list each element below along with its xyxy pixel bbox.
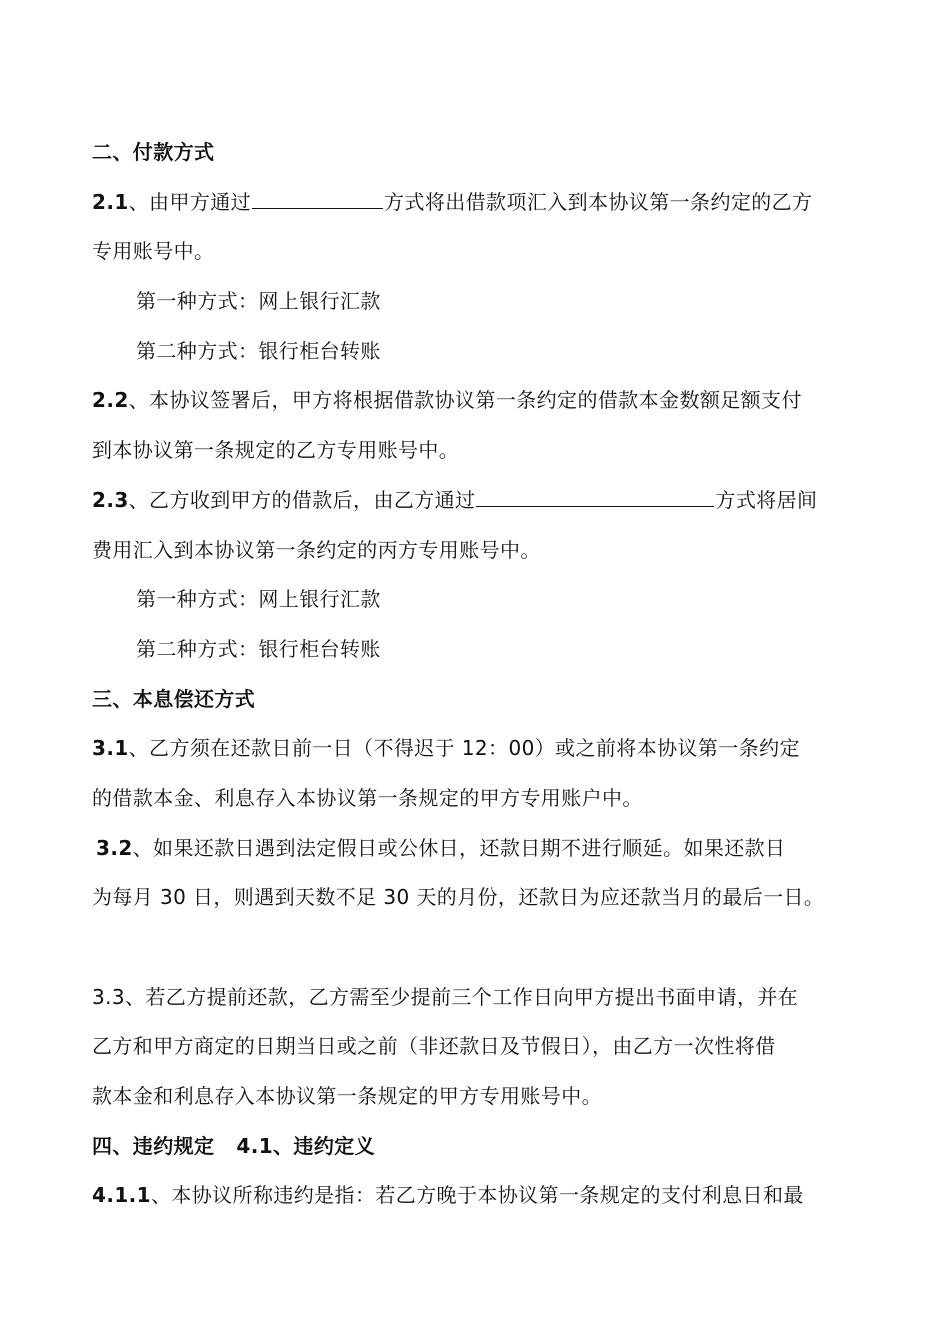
fill-in-blank (476, 488, 714, 507)
section-heading-4 (92, 1122, 872, 1172)
section-title: 四、违约规定 (92, 1133, 215, 1158)
clause-2-1-line-2: 专用账号中。 (92, 239, 215, 264)
clause-text: 方式将出借款项汇入到本协议第一条约定的乙方 (384, 189, 813, 214)
clause-2-3-line-1 (92, 476, 872, 526)
section-heading-3: 三、本息偿还方式 (92, 686, 256, 711)
fill-in-blank (252, 190, 383, 209)
clause-2-1-line-1 (92, 178, 872, 228)
clause-2-3-line-2: 费用汇入到本协议第一条约定的丙方专用账号中。 (92, 537, 541, 562)
clause-number: 2.1 (92, 189, 129, 214)
method-option-2: 第二种方式：银行柜台转账 (136, 338, 381, 363)
clause-text: 、乙方收到甲方的借款后，由乙方通过 (128, 487, 476, 512)
clause-2-2-line-2: 到本协议第一条规定的乙方专用账号中。 (92, 438, 460, 463)
clause-3-1-line-1 (92, 724, 872, 774)
clause-number: 3.1 (92, 736, 129, 761)
clause-text: 、乙方须在还款日前一日（不得迟于 12：00）或之前将本协议第一条约定 (128, 736, 800, 761)
clause-3-3-line-2: 乙方和甲方商定的日期当日或之前（非还款日及节假日），由乙方一次性将借 (92, 1034, 776, 1059)
clause-number: 3.2 (96, 835, 133, 860)
clause-4-1-1-line-1 (92, 1171, 872, 1221)
clause-text: 、如果还款日遇到法定假日或公休日，还款日期不进行顺延。如果还款日 (132, 835, 786, 860)
clause-3-2-line-2: 为每月 30 日，则遇到天数不足 30 天的月份，还款日为应还款当月的最后一日。 (92, 885, 825, 910)
method-option-1: 第一种方式：网上银行汇款 (136, 289, 381, 314)
clause-3-3-line-3: 款本金和利息存入本协议第一条规定的甲方专用账号中。 (92, 1084, 602, 1109)
section-heading-2: 二、付款方式 (92, 140, 215, 164)
method-option-1: 第一种方式：网上银行汇款 (136, 587, 381, 612)
clause-3-3-line-1: 3.3、若乙方提前还款，乙方需至少提前三个工作日向甲方提出书面申请，并在 (92, 984, 799, 1009)
document-page (92, 128, 872, 1221)
method-option-2: 第二种方式：银行柜台转账 (136, 636, 381, 661)
clause-number: 2.3 (92, 487, 129, 512)
clause-number: 2.2 (92, 388, 129, 413)
clause-2-2-line-1 (92, 376, 872, 426)
clause-text: 方式将居间 (715, 487, 818, 512)
clause-number: 4.1.1 (92, 1183, 151, 1208)
clause-3-1-line-2: 的借款本金、利息存入本协议第一条规定的甲方专用账户中。 (92, 785, 643, 810)
blank-line (92, 923, 872, 973)
clause-text: 、由甲方通过 (128, 189, 252, 214)
subsection-title: 4.1、违约定义 (236, 1133, 376, 1158)
clause-3-2-line-1 (92, 824, 872, 874)
clause-text: 、本协议签署后，甲方将根据借款协议第一条约定的借款本金数额足额支付 (128, 388, 802, 413)
clause-text: 、本协议所称违约是指：若乙方晚于本协议第一条规定的支付利息日和最 (150, 1183, 804, 1208)
